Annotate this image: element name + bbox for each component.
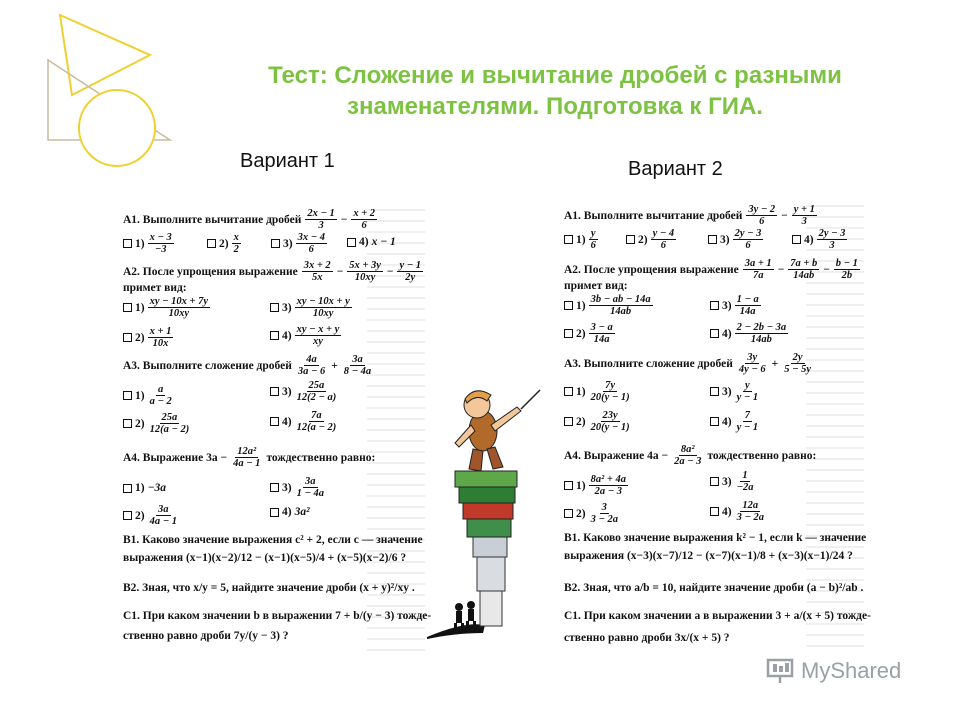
fraction [295,324,342,347]
numerator: y [590,228,596,239]
denominator: 5 − 5y [784,364,811,375]
fraction [817,228,848,251]
fraction [589,380,632,403]
task-a3-text: А3. Выполните сложение дробей [123,359,292,372]
fraction [735,410,761,433]
answer-option-a2-4[interactable] [710,322,788,345]
fraction [342,354,373,377]
denominator: 6 [308,244,314,255]
denominator: 10xy [312,308,334,319]
fraction [351,208,377,231]
fraction [589,410,632,433]
option-number: 3) [283,237,293,250]
denominator: 7a [752,270,764,281]
answer-option-a4-4[interactable] [710,500,766,523]
checkbox[interactable] [564,481,573,490]
denominator: 6 [361,220,367,231]
fraction [148,296,210,319]
task-a4-text: А4. Выражение 4a − [564,449,669,462]
option-number: 3) [722,475,732,488]
task-a1-text: А1. Выполните вычитание дробей [564,209,743,222]
checkbox[interactable] [270,303,279,312]
answer-option-a2-1[interactable] [123,296,210,319]
checkbox[interactable] [270,417,279,426]
denominator: 20(y − 1) [590,422,630,433]
option-number: 1) [135,389,145,402]
numerator: y − 1 [399,260,421,271]
denominator: 12(2 − a) [296,392,337,403]
option-value: x − 1 [371,236,396,248]
numerator: 7y [605,380,616,391]
numerator: 4a [306,354,317,365]
numerator: 7 [744,410,750,421]
checkbox[interactable] [710,301,719,310]
checkbox[interactable] [347,238,356,247]
denominator: 10xy [354,272,376,283]
denominator: 14a [739,306,756,317]
numerator: 3 [601,502,607,513]
numerator: 3 − a [590,322,613,333]
task-c1-line-1: С1. При каком значении b в выражении 7 + b/(y − 3) тожде- [123,610,432,622]
checkbox[interactable] [710,417,719,426]
task-a2-continuation: примет вид: [564,280,628,292]
fraction [735,500,766,523]
fraction [148,384,174,407]
checkbox[interactable] [710,329,719,338]
checkbox[interactable] [123,303,132,312]
fraction [782,352,813,375]
task-a4 [123,446,375,469]
denominator: a − 2 [149,396,172,407]
denominator: 5x [311,272,323,283]
task-a3: А3. Выполните сложение дробей $\frac{3y}{4y - 6}$ + $\frac{2y}{5 - 5y}$ [564,352,811,375]
denominator: 3 − 2a [736,512,764,523]
checkbox[interactable] [271,239,280,248]
task-b1-line-1: В1. Каково значение выражения c² + 2, если c — значение [123,534,423,546]
checkbox[interactable] [708,235,717,244]
answer-option-a4-1[interactable] [123,482,166,494]
numerator: 3a [158,504,169,515]
task-c1-line-2: ственно равно дроби 3x/(x + 5) ? [564,632,730,644]
numerator: 3b − ab − 14a [590,294,651,305]
numerator: 25a [308,380,325,391]
fraction [735,470,756,493]
task-b1-line-2: выражения (x−1)(x−2)/12 − (x−1)(x−5)/4 + (x−5)(x−2)/6 ? [123,552,407,564]
denominator: 3 [318,220,324,231]
numerator: y − 4 [652,228,675,239]
numerator: xy − 10x + y [296,296,350,307]
title-line-2: знаменателями. Подготовка к ГИА. [347,93,763,120]
option-number: 1) [576,299,586,312]
checkbox[interactable] [710,477,719,486]
task-a3: А3. Выполните сложение дробей $\frac{4a}{3a - 6}$ + $\frac{3a}{8 - 4a}$ [123,354,372,377]
answer-option-a1-2[interactable] [207,232,241,255]
fraction [743,258,774,281]
option-number: 2) [135,417,145,430]
denominator: 2a − 3 [674,456,702,467]
answer-option-a2-2[interactable] [564,322,615,345]
numerator: xy − 10x + 7y [149,296,209,307]
numerator: x [233,232,239,243]
fraction [295,296,352,319]
fraction [295,380,339,403]
numerator: 5x + 3y [349,260,381,271]
answer-option-a4-2[interactable] [123,504,179,527]
decorative-shapes [40,10,180,170]
checkbox[interactable] [123,391,132,400]
checkbox[interactable] [710,387,719,396]
option-number: 3) [722,385,732,398]
numerator: 1 − a [736,294,759,305]
option-value: −3a [147,482,167,494]
answer-option-a3-1[interactable] [123,384,174,407]
fraction [296,232,327,255]
numerator: 12a² [237,446,257,457]
watermark-text: MyShared [801,658,902,683]
fraction [672,444,703,467]
checkbox[interactable] [564,509,573,518]
denominator: 14ab [793,270,815,281]
denominator: 12(a − 2) [296,422,337,433]
title-line-1: Тест: Сложение и вычитание дробей с разными [268,62,842,89]
fraction [148,412,192,435]
fraction [651,228,677,251]
answer-option-a4-2[interactable] [564,502,620,525]
numerator: x + 2 [353,208,376,219]
option-number: 4) [359,236,369,248]
denominator: 3 [801,216,807,227]
test-sheet-variant-1 [115,200,432,658]
checkbox[interactable] [564,417,573,426]
fraction [589,322,615,345]
option-number: 2) [576,507,586,520]
denominator: 20(y − 1) [590,392,630,403]
denominator: 6 [745,240,751,251]
denominator: xy [312,336,323,347]
answer-option-a3-3[interactable] [710,380,760,403]
fraction [589,294,653,317]
numerator: a [158,384,164,395]
option-number: 4) [804,233,814,246]
test-sheet-variant-2 [556,196,871,656]
watermark [765,656,901,686]
denominator: 10x [152,338,169,349]
denominator: y − 1 [736,392,759,403]
task-a4-tail: тождественно равно: [266,451,376,464]
option-number: 1) [576,479,586,492]
denominator: 2b [841,270,853,281]
fraction [305,208,336,231]
answer-option-a1-2[interactable] [626,228,676,251]
task-a3-text: А3. Выполните сложение дробей [564,357,733,370]
fraction [834,258,860,281]
answer-option-a3-1[interactable] [564,380,632,403]
answer-option-a3-4[interactable] [270,410,338,433]
task-b2: В2. Зная, что x/y = 5, найдите значение дроби (x + y)²/xy . [123,582,415,594]
denominator: 4y − 6 [738,364,766,375]
numerator: 3a [352,354,363,365]
answer-option-a2-3[interactable] [710,294,761,317]
numerator: 2x − 1 [307,208,335,219]
checkbox[interactable] [123,419,132,428]
denominator: 6 [759,216,765,227]
option-number: 4) [282,329,292,342]
task-a2-text: А2. После упрощения выражение [564,263,739,276]
option-number: 1) [135,301,145,314]
denominator: 3 [829,240,835,251]
option-number: 2) [135,331,145,344]
task-a2-continuation: примет вид: [123,282,187,294]
checkbox[interactable] [564,301,573,310]
fraction [788,258,819,281]
option-number: 4) [722,505,732,518]
answer-option-a1-4[interactable] [792,228,847,251]
answer-option-a4-4[interactable] [270,506,310,518]
fraction [302,260,333,283]
numerator: 1 [742,470,748,481]
option-number: 1) [576,233,586,246]
option-number: 3) [282,385,292,398]
option-value: 3a² [294,506,310,518]
answer-option-a1-1[interactable] [123,232,174,255]
checkbox[interactable] [270,508,279,517]
denominator: 2a − 3 [594,486,622,497]
answer-option-a4-3[interactable] [710,470,755,493]
fraction [737,352,768,375]
fraction [733,228,764,251]
numerator: b − 1 [835,258,858,269]
task-a2: А2. После упрощения выражение $\frac{3x + 2}{5x}$ − $\frac{5x + 3y}{10xy}$ − $\frac{y - 1}{2y}$ [123,260,421,283]
fraction [589,474,628,497]
checkbox[interactable] [710,507,719,516]
answer-option-a1-3[interactable] [708,228,763,251]
option-number: 2) [135,509,145,522]
answer-option-a3-4[interactable] [710,410,760,433]
denominator: 14a [593,334,610,345]
checkbox[interactable] [792,235,801,244]
checkbox[interactable] [564,235,573,244]
fraction [148,504,179,527]
denominator: −3 [154,244,167,255]
fraction [735,380,761,403]
option-number: 4) [282,506,292,518]
task-a4-tail: тождественно равно: [707,449,817,462]
numerator: 12a [742,500,759,511]
denominator: 12(a − 2) [149,424,190,435]
variant-2-label: Вариант 2 [628,158,723,180]
answer-option-a4-1[interactable] [564,474,628,497]
student-figure [455,390,540,471]
fraction [792,204,817,227]
option-number: 3) [282,301,292,314]
task-a1: А1. Выполните вычитание дробей $\frac{3y - 2}{6}$ − $\frac{y + 1}{3}$ [564,204,815,227]
answer-option-a3-2[interactable] [123,412,191,435]
denominator: 1 − 4a [296,488,324,499]
task-a1: А1. Выполните вычитание дробей $\frac{2x - 1}{3}$ − $\frac{x + 2}{6}$ [123,208,376,231]
fraction [231,446,262,469]
book-stack [455,471,517,626]
option-number: 4) [282,415,292,428]
option-number: 1) [576,385,586,398]
numerator: 7a [311,410,322,421]
fraction [347,260,383,283]
answer-option-a2-2[interactable] [123,326,173,349]
option-number: 4) [722,415,732,428]
checkbox[interactable] [626,235,635,244]
numerator: y [745,380,750,391]
task-b1-line-2: выражения (x−3)(x−7)/12 − (x−7)(x−1)/8 + (x−3)(x−1)/24 ? [564,550,853,562]
denominator: 10xy [168,308,190,319]
cartoon-student-on-books [425,385,550,645]
numerator: 23y [602,410,618,421]
variant-1-label: Вариант 1 [240,150,335,172]
fraction [735,322,788,345]
numerator: 3a + 1 [744,258,772,269]
task-a4 [564,444,816,467]
numerator: 7a + b [790,258,818,269]
checkbox[interactable] [270,331,279,340]
option-number: 4) [722,327,732,340]
decor-triangle-top [60,15,150,95]
answer-option-a2-4[interactable] [270,324,341,347]
numerator: y + 1 [793,204,815,215]
numerator: 3x − 4 [297,232,325,243]
denominator: 6 [660,240,666,251]
denominator: 14ab [610,306,632,317]
checkbox[interactable] [123,333,132,342]
fraction [295,476,326,499]
option-number: 1) [135,237,145,250]
checkbox[interactable] [207,239,216,248]
task-a2: А2. После упрощения выражение $\frac{3a + 1}{7a}$ − $\frac{7a + b}{14ab}$ − $\frac{b - 1}{2b}$ [564,258,858,281]
checkbox[interactable] [564,387,573,396]
checkbox[interactable] [270,483,279,492]
task-b1-line-1: В1. Каково значение выражения k² − 1, если k — значение [564,532,867,544]
option-number: 2) [576,327,586,340]
task-a1-text: А1. Выполните вычитание дробей [123,213,302,226]
option-number: 1) [135,482,145,494]
answer-option-a3-2[interactable] [564,410,632,433]
option-number: 3) [722,299,732,312]
numerator: 3a [305,476,316,487]
answer-option-a4-3[interactable] [270,476,326,499]
decor-circle [79,90,155,166]
fraction [589,502,620,525]
fraction [397,260,423,283]
fraction [746,204,777,227]
numerator: 2y − 3 [734,228,762,239]
answer-option-a3-3[interactable] [270,380,338,403]
denominator: y − 1 [736,422,759,433]
task-c1-line-1: С1. При каком значении a в выражении 3 + a/(x + 5) тожде- [564,610,871,622]
checkbox[interactable] [123,239,132,248]
page-title [210,60,900,122]
numerator: 3y − 2 [748,204,776,215]
numerator: 3x + 2 [303,260,331,271]
denominator: 14ab [750,334,772,345]
numerator: 2y − 3 [818,228,846,239]
answer-option-a2-3[interactable] [270,296,352,319]
answer-option-a1-1[interactable] [564,228,598,251]
fraction [148,232,174,255]
task-a2-text: А2. После упрощения выражение [123,265,298,278]
option-number: 2) [638,233,648,246]
task-b2: В2. Зная, что a/b = 10, найдите значение дроби (a − b)²/ab . [564,582,864,594]
answer-option-a2-1[interactable] [564,294,653,317]
numerator: 3y [747,352,758,363]
option-number: 2) [219,237,229,250]
checkbox[interactable] [123,511,132,520]
fraction [232,232,241,255]
task-a4-text: А4. Выражение 3a − [123,451,228,464]
fraction [148,326,174,349]
task-c1-line-2: ственно равно дроби 7y/(y − 3) ? [123,630,289,642]
denominator: 6 [590,240,596,251]
denominator: 8 − 4a [343,366,372,377]
numerator: xy − x + y [296,324,340,335]
fraction [296,354,327,377]
denominator: −2a [736,482,754,493]
option-number: 3) [720,233,730,246]
numerator: 8a² + 4a [590,474,626,485]
denominator: 4a − 1 [149,516,177,527]
fraction [589,228,598,251]
numerator: 2y [792,352,803,363]
numerator: 8a² [680,444,695,455]
denominator: 2 [233,244,239,255]
answer-option-a1-4[interactable] [347,236,396,248]
numerator: x + 1 [149,326,172,337]
denominator: 3a − 6 [297,366,326,377]
numerator: 2 − 2b − 3a [736,322,787,333]
checkbox[interactable] [564,329,573,338]
checkbox[interactable] [123,484,132,493]
fraction [735,294,761,317]
fraction [295,410,339,433]
numerator: 25a [161,412,178,423]
denominator: 3 − 2a [590,514,618,525]
option-number: 3) [282,481,292,494]
presentation-icon [765,656,795,686]
checkbox[interactable] [270,387,279,396]
numerator: x − 3 [149,232,172,243]
denominator: 2y [405,272,416,283]
option-number: 2) [576,415,586,428]
denominator: 4a − 1 [233,458,261,469]
answer-option-a1-3[interactable] [271,232,327,255]
